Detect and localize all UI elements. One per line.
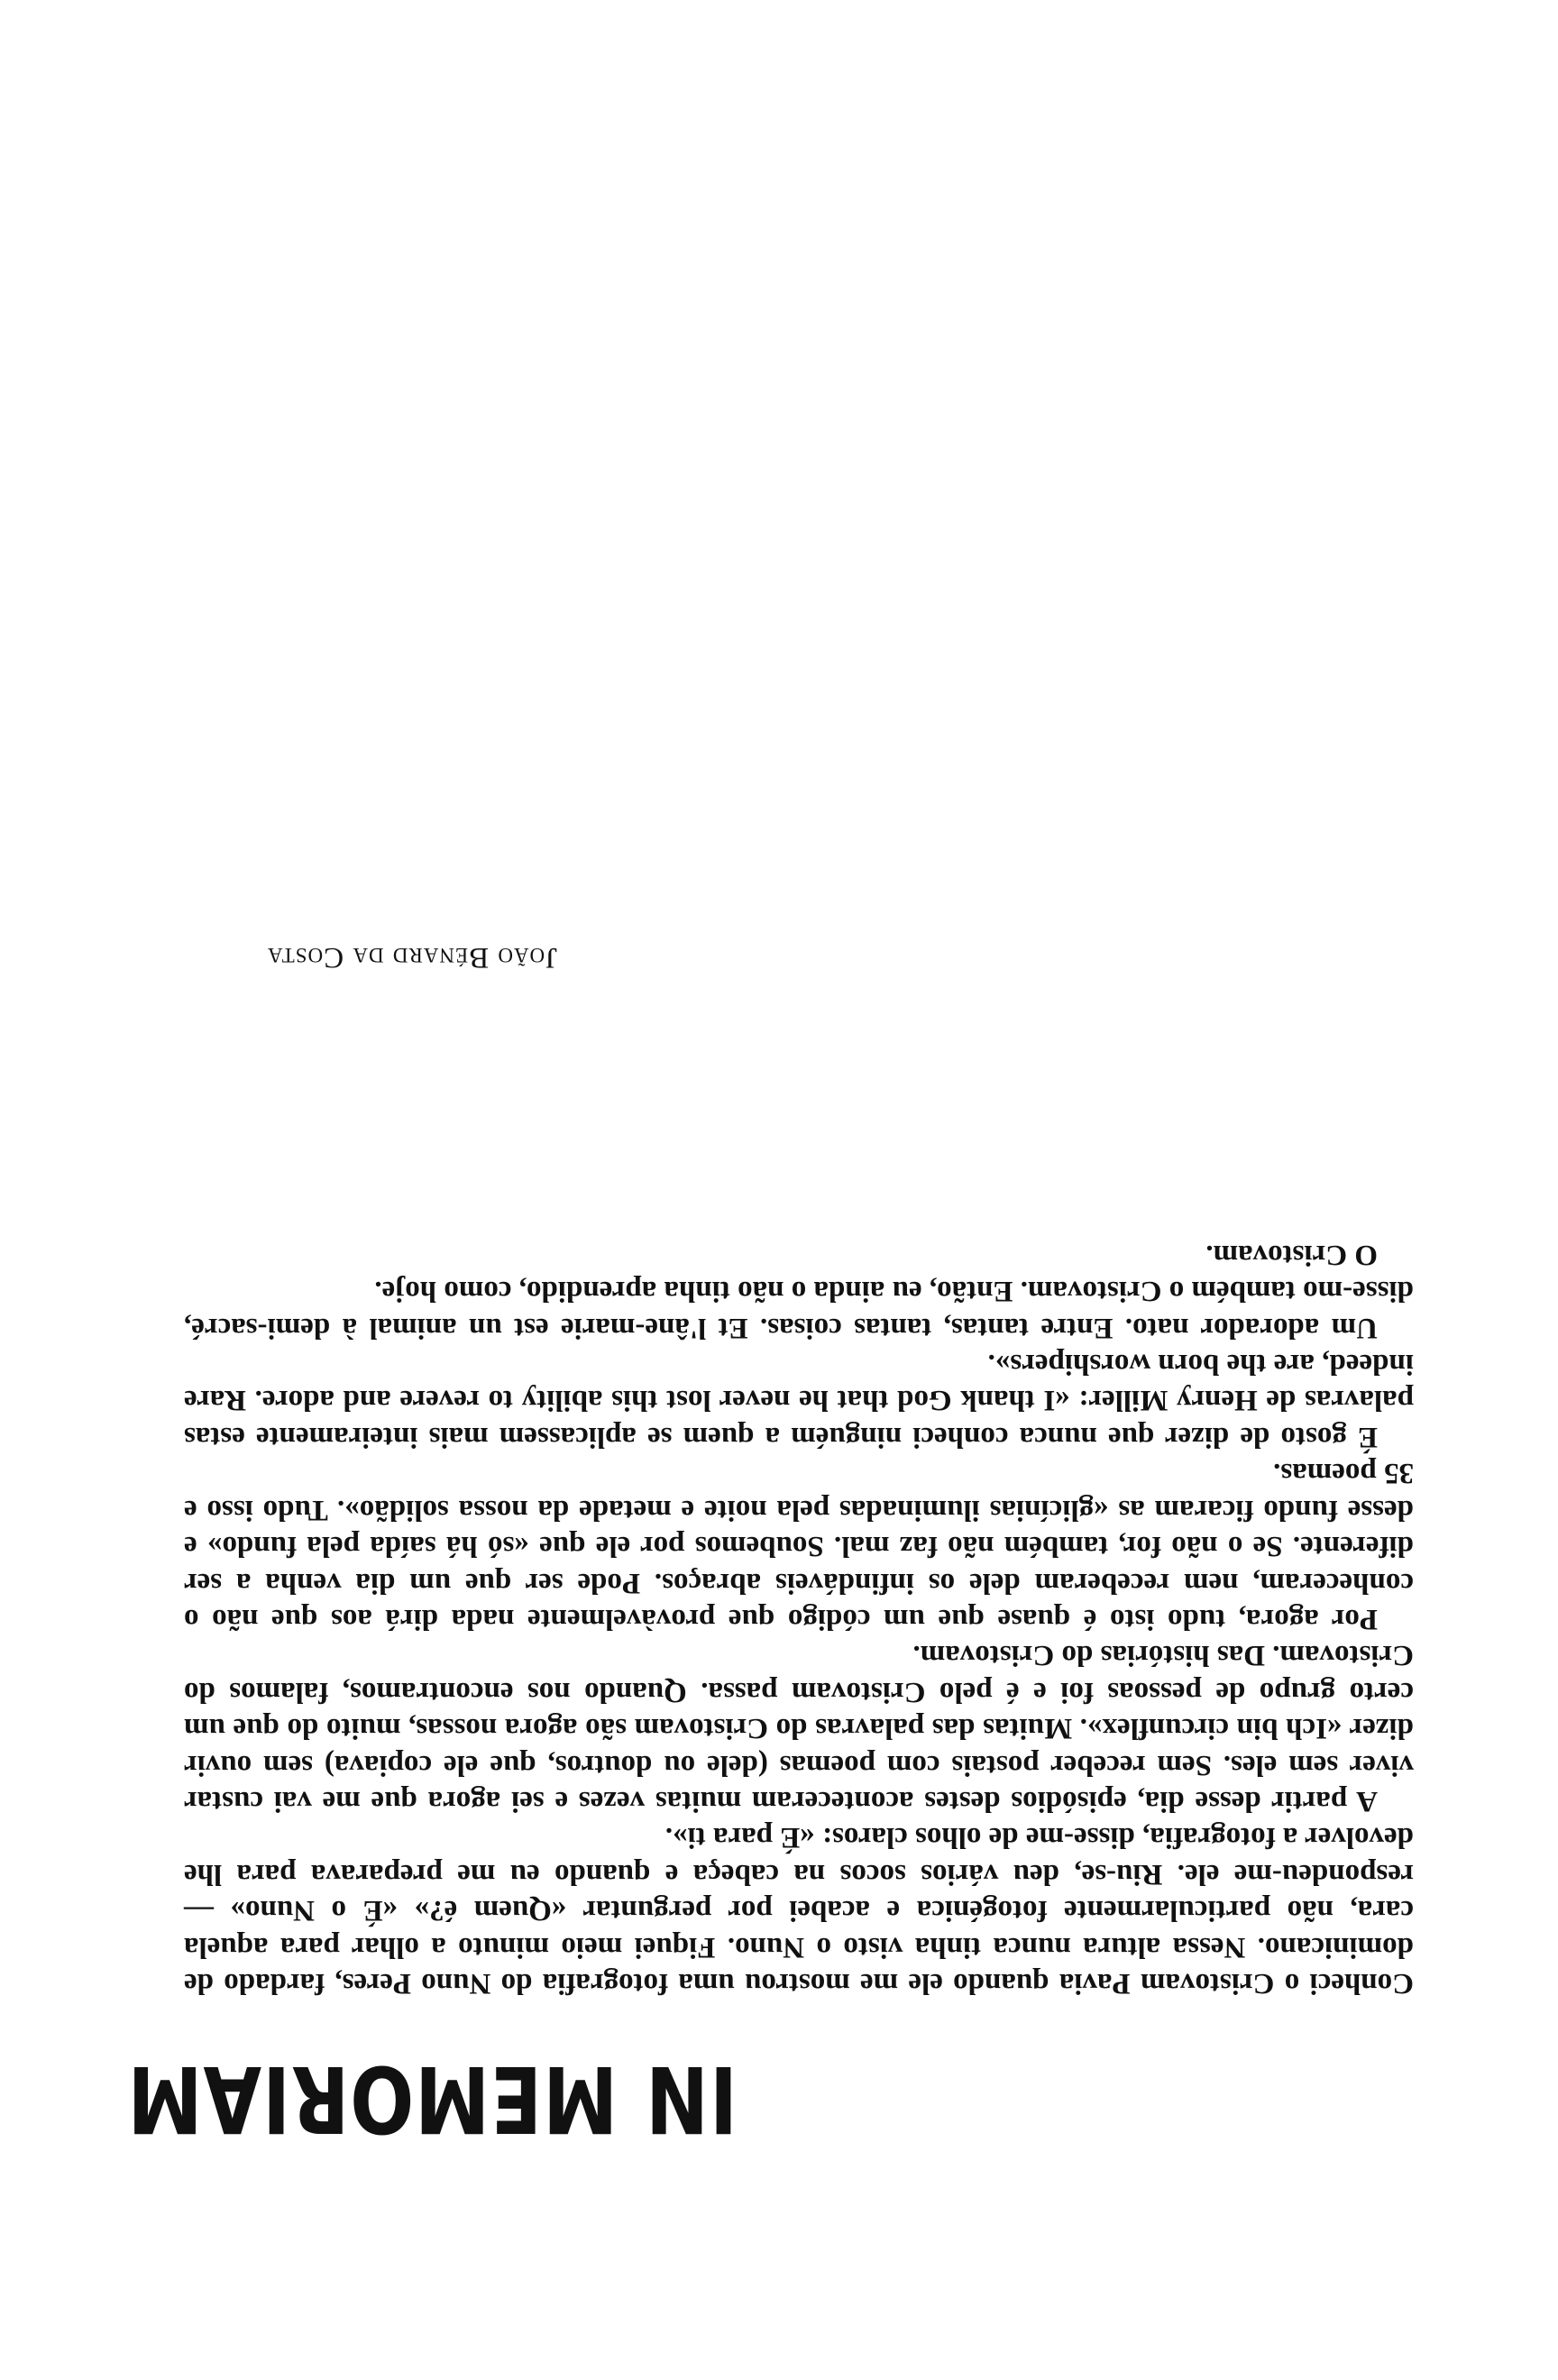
paragraph-6: O Cristovam. — [1205, 1238, 1378, 1271]
paragraph-2: A partir desse dia, episódios destes aconteceram muitas vezes e sei agora que me vai custar viver sem eles. Sem receber postais com poemas (dele ou doutros, que ele copiava) sem ouvir dizer «Ich bin circunflex». Muitas das palavras do Cristovam são agora nossas, muito do que um certo grupo de pessoas foi e é pelo Cristovam passa. Quando nos encontramos, falamos do Cristovam. Das histórias do Cristovam. — [184, 1639, 1414, 1817]
paragraph-1: Conheci o Cristovam Pavia quando ele me mostrou uma fotografia do Nuno Peres, fardado de dominicano. Nessa altura nunca tinha visto o Nuno. Fiquei meio minuto a olhar para aquela cara, não particularmente fotogénica e acabei por perguntar «Quem é?» «É o Nuno» — respondeu-me ele. Riu-se, deu vários socos na cabeça e quando eu me preparava para lhe devolver a fotografia, disse-me de olhos claros: «É para ti». — [184, 1821, 1414, 2000]
author-signature: João Bénard da Costa — [266, 941, 557, 974]
paragraph-4: É gosto de dizer que nunca conheci ninguém a quem se aplicassem mais inteiramente estas palavras de Henry Miller: «I thank God that he never lost this ability to revere and adore. Rare indeed, are the born worshipers». — [184, 1348, 1414, 1453]
paragraph-3: Por agora, tudo isto é quase que um código que provàvelmente nada dirá aos que não o conheceram, nem receberam dele os infindáveis abraços. Pode ser que um dia venha a ser diferente. Se o não for, também não faz mal. Soubemos por ele que «só há saída pela fundo» e desse fundo ficaram as «glicínias iluminadas pela noite e metade da nossa solidão». Tudo isso e 35 poemas. — [184, 1457, 1414, 1635]
page-title: IN MEMORIAM — [126, 2045, 738, 2152]
body-text — [184, 1236, 1414, 2001]
paragraph-5: Um adorador nato. Entre tantas, tantas coisas. Et l'âne-marie est un animal à demi-sacré, disse-mo também o Cristovam. Então, eu ainda o não tinha aprendido, como hoje. — [184, 1275, 1414, 1344]
